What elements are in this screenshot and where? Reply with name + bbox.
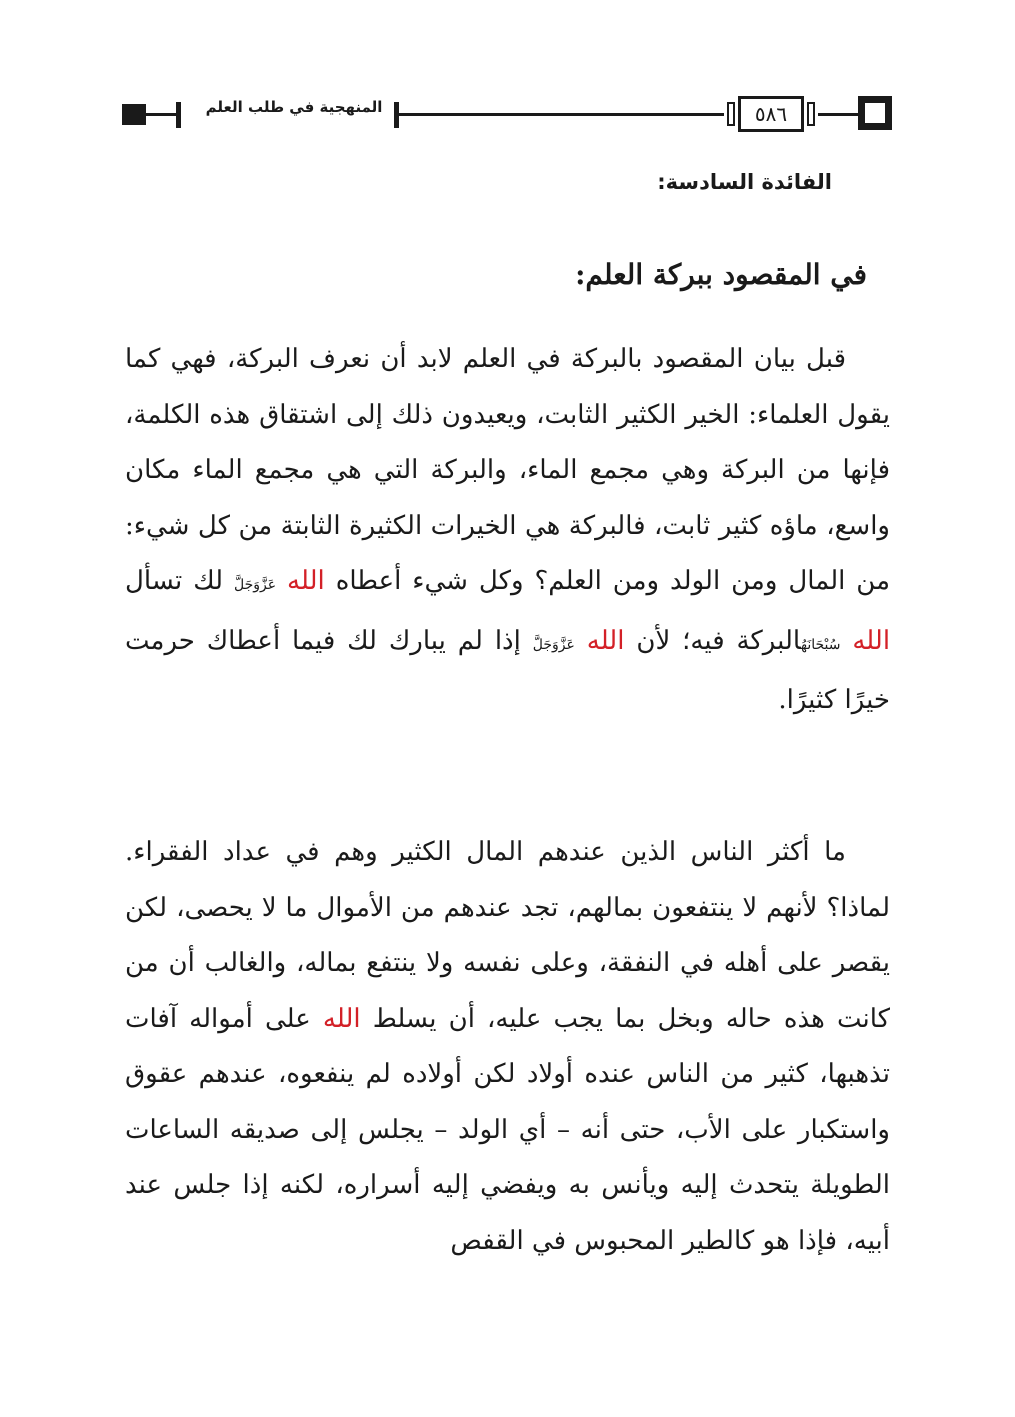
text-run: إذا لم يبارك لك فيما أعطاك حرمت خيرًا كثيرًا. <box>125 625 890 715</box>
subheading: في المقصود ببركة العلم: <box>575 258 867 291</box>
text-run: البركة فيه؛ لأن <box>636 625 801 656</box>
header-rule <box>818 113 858 116</box>
text-run: على أمواله آفات تذهبها، كثير من الناس عنده أولاد لكن أولاده لم ينفعوه، عندهم عقوق واستكبار على الأب، حتى أنه – أي الولد – يجلس إلى صديقه الساعات الطويلة يتحدث إليه ويأنس به ويفضي إليه أسراره، لكنه إذا جلس عند أبيه، فإذا هو كالطير المحبوس في القفص <box>125 1003 890 1256</box>
text-run: قبل بيان المقصود بالبركة في العلم لابد أن نعرف البركة، فهي كما يقول العلماء: الخير الكثير الثابت، ويعيدون ذلك إلى اشتقاق هذه الكلمة، فإنها من البركة وهي مجمع الماء، والبركة التي هي مجمع الماء مكان واسع، ماؤه كثير ثابت، فالبركة هي الخيرات الكثيرة الثابتة من كل شيء: من المال ومن الولد ومن العلم؟ وكل شيء أعطاه <box>125 344 891 596</box>
divine-name: الله <box>287 566 325 596</box>
header-rule <box>146 113 176 116</box>
honorific: سُبْحَانَهُ <box>800 636 841 653</box>
header-ornament-right <box>858 96 892 130</box>
running-title: المنهجية في طلب العلم <box>205 98 383 116</box>
page-header <box>122 92 892 138</box>
text-run: لك تسأل <box>125 566 224 596</box>
divine-name: الله <box>322 1003 361 1034</box>
header-ornament-left <box>122 104 146 125</box>
section-label: الفائدة السادسة: <box>657 170 832 194</box>
divine-name: الله <box>852 625 891 656</box>
page-number: ٥٨٦ <box>754 102 788 126</box>
text-run: ما أكثر الناس الذين عندهم المال الكثير وهم في عداد الفقراء. لماذا؟ لأنهم لا ينتفعون بمالهم، تجد عندهم من الأموال ما لا يحصى، لكن يقصر على أهله في النفقة، وعلى نفسه ولا ينتفع بماله، والغالب أن من كانت هذه حاله وبخل بما يجب عليه، أن يسلط <box>125 837 891 1034</box>
honorific: عَزَّوَجَلَّ <box>532 636 575 653</box>
paragraph <box>125 825 890 1269</box>
page-number-frame <box>738 96 804 132</box>
honorific: عَزَّوَجَلَّ <box>233 577 277 593</box>
paragraph <box>125 332 890 729</box>
header-rule <box>399 113 724 116</box>
divine-name: الله <box>586 625 625 656</box>
header-bar <box>176 102 181 128</box>
